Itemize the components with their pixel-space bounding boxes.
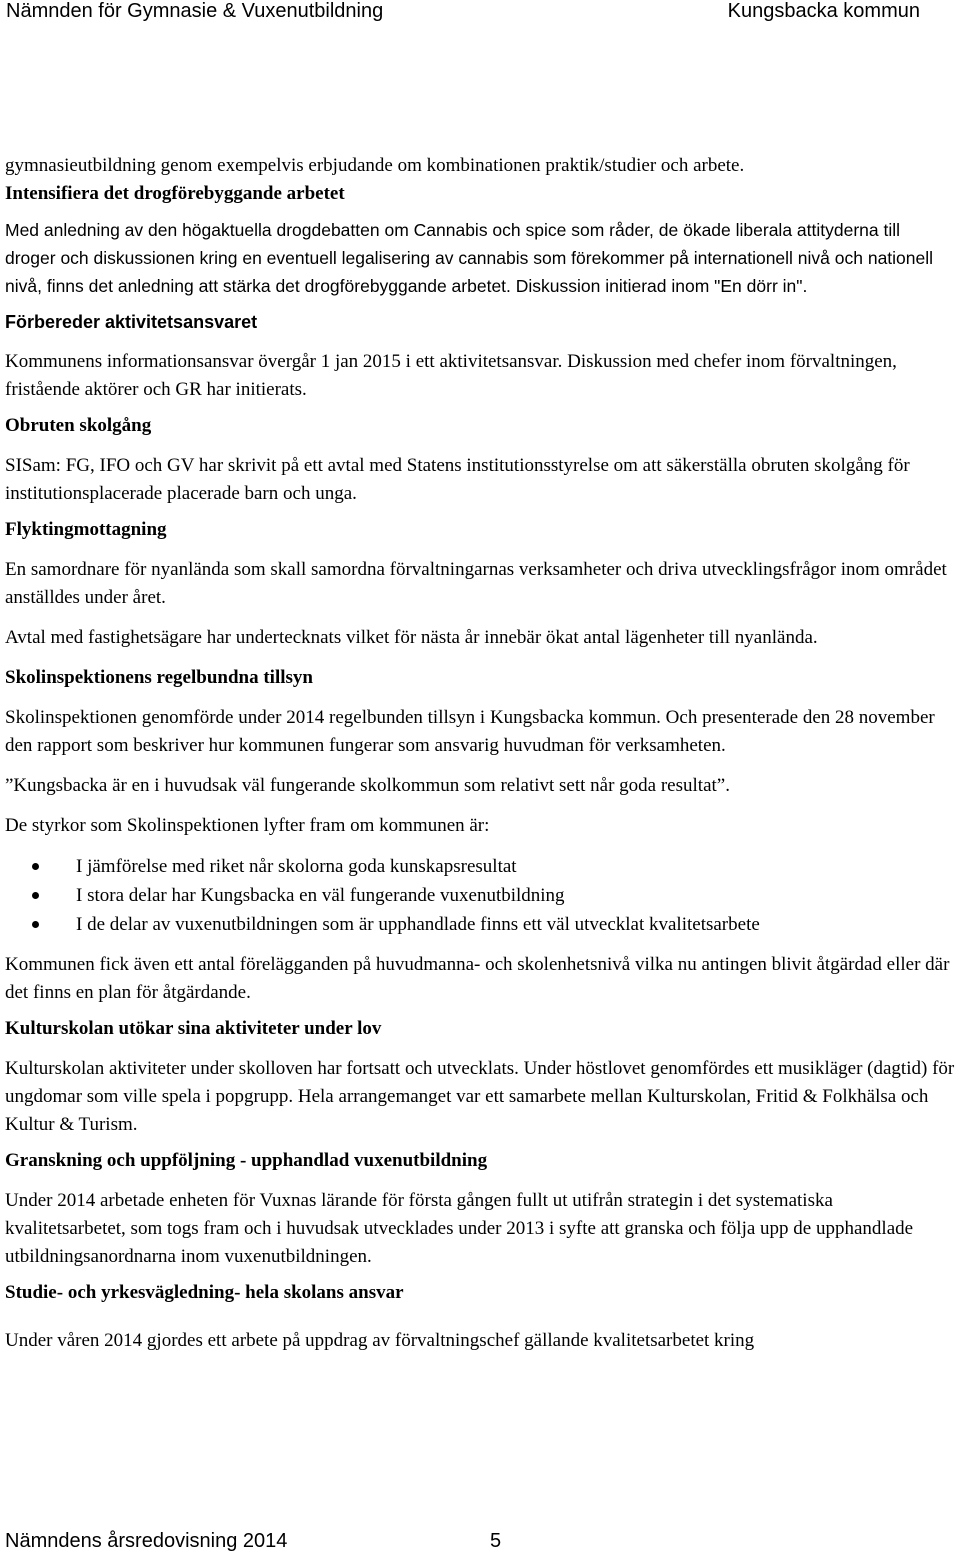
bullet-icon — [32, 921, 39, 928]
paragraph-activity-responsibility: Kommunens informationsansvar övergår 1 jan 2015 i ett aktivitetsansvar. Diskussion med chefer inom förvaltningen, fristående aktörer och GR har initierats. — [5, 351, 897, 400]
paragraph-career-guidance: Under våren 2014 gjordes ett arbete på uppdrag av förvaltningschef gällande kvalitetsarbetet kring — [5, 1330, 755, 1351]
paragraph-drug-prevention: Med anledning av den högaktuella drogdebatten om Cannabis och spice som råder, de ökade liberala attityderna till droger och diskussionen kring en eventuell legalisering av cannabis som förekommer på internationell nivå och nationell nivå, finns det anledning att stärka det drogförebyggande arbetet. Diskussion initierad inom "En dörr in". — [5, 220, 934, 296]
list-item: I de delar av vuxenutbildningen som är upphandlade finns ett väl utvecklat kvalitetsarbete — [5, 910, 955, 939]
paragraph-review-adult-education: Under 2014 arbetade enheten för Vuxnas lärande för första gången fullt ut utifrån strategin i det systematiska kvalitetsarbetet, som togs fram och i huvudsak utvecklades under 2013 i syfte att granska och följa upp de upphandlade utbildningsanordnarna inom vuxenutbildningen. — [5, 1190, 914, 1267]
paragraph-culture-school: Kulturskolan aktiviteter under skolloven har fortsatt och utvecklats. Under höstlovet genomfördes ett musikläger (dagtid) för ungdomar som ville spela i popgrupp. Hela arrangemanget var ett samarbete mellan Kulturskolan, Fritid & Folkhälsa och Kultur & Turism. — [5, 1058, 955, 1135]
list-item: I jämförelse med riket når skolorna goda kunskapsresultat — [5, 852, 955, 881]
header-title: Nämnden för Gymnasie & Vuxenutbildning — [6, 0, 384, 22]
section-heading-activity-responsibility: Förbereder aktivitetsansvaret — [5, 312, 258, 332]
bullet-icon — [32, 863, 39, 870]
paragraph-strengths-intro: De styrkor som Skolinspektionen lyfter fram om kommunen är: — [5, 815, 490, 836]
section-heading-school-inspection: Skolinspektionens regelbundna tillsyn — [5, 667, 313, 688]
section-heading-culture-school: Kulturskolan utökar sina aktiviteter under lov — [5, 1018, 382, 1039]
section-heading-unbroken-schooling: Obruten skolgång — [5, 415, 152, 436]
list-item: I stora delar har Kungsbacka en väl fungerande vuxenutbildning — [5, 881, 955, 910]
paragraph-school-inspection: Skolinspektionen genomförde under 2014 regelbunden tillsyn i Kungsbacka kommun. Och presenterade den 28 november den rapport som beskriver hur kommunen fungerar som ansvarig huvudman för verksamheten. — [5, 707, 935, 756]
footer-title: Nämndens årsredovisning 2014 — [5, 1530, 288, 1552]
section-heading-drug-prevention: Intensifiera det drogförebyggande arbetet — [5, 183, 345, 204]
page-number: 5 — [490, 1530, 502, 1552]
section-heading-review-adult-education: Granskning och uppföljning - upphandlad vuxenutbildning — [5, 1150, 488, 1171]
paragraph-refugee-housing: Avtal med fastighetsägare har undertecknats vilket för nästa år innebär ökat antal lägenheter till nyanlända. — [5, 627, 818, 648]
paragraph-injunctions: Kommunen fick även ett antal förelägganden på huvudmanna- och skolenhetsnivå vilka nu antingen blivit åtgärdad eller där det finns en plan för åtgärdande. — [5, 954, 950, 1003]
document-body — [5, 152, 955, 1355]
bullet-icon — [32, 892, 39, 899]
paragraph-quote: ”Kungsbacka är en i huvudsak väl fungerande skolkommun som relativt sett når goda resultat”. — [5, 775, 730, 796]
paragraph-unbroken-schooling: SISam: FG, IFO och GV har skrivit på ett avtal med Statens institutionsstyrelse om att säkerställa obruten skolgång för institutionsplacerade placerade barn och unga. — [5, 455, 910, 504]
page-header — [0, 0, 960, 28]
strengths-list — [5, 852, 955, 939]
paragraph-continuation: gymnasieutbildning genom exempelvis erbjudande om kombinationen praktik/studier och arbete. — [5, 155, 745, 176]
page-footer — [5, 1530, 502, 1553]
section-heading-career-guidance: Studie- och yrkesvägledning- hela skolans ansvar — [5, 1282, 404, 1303]
section-heading-refugee-reception: Flyktingmottagning — [5, 519, 167, 540]
paragraph-refugee-coordinator: En samordnare för nyanlända som skall samordna förvaltningarnas verksamheter och driva utvecklingsfrågor inom området anställdes under året. — [5, 559, 947, 608]
header-organization: Kungsbacka kommun — [727, 0, 920, 22]
